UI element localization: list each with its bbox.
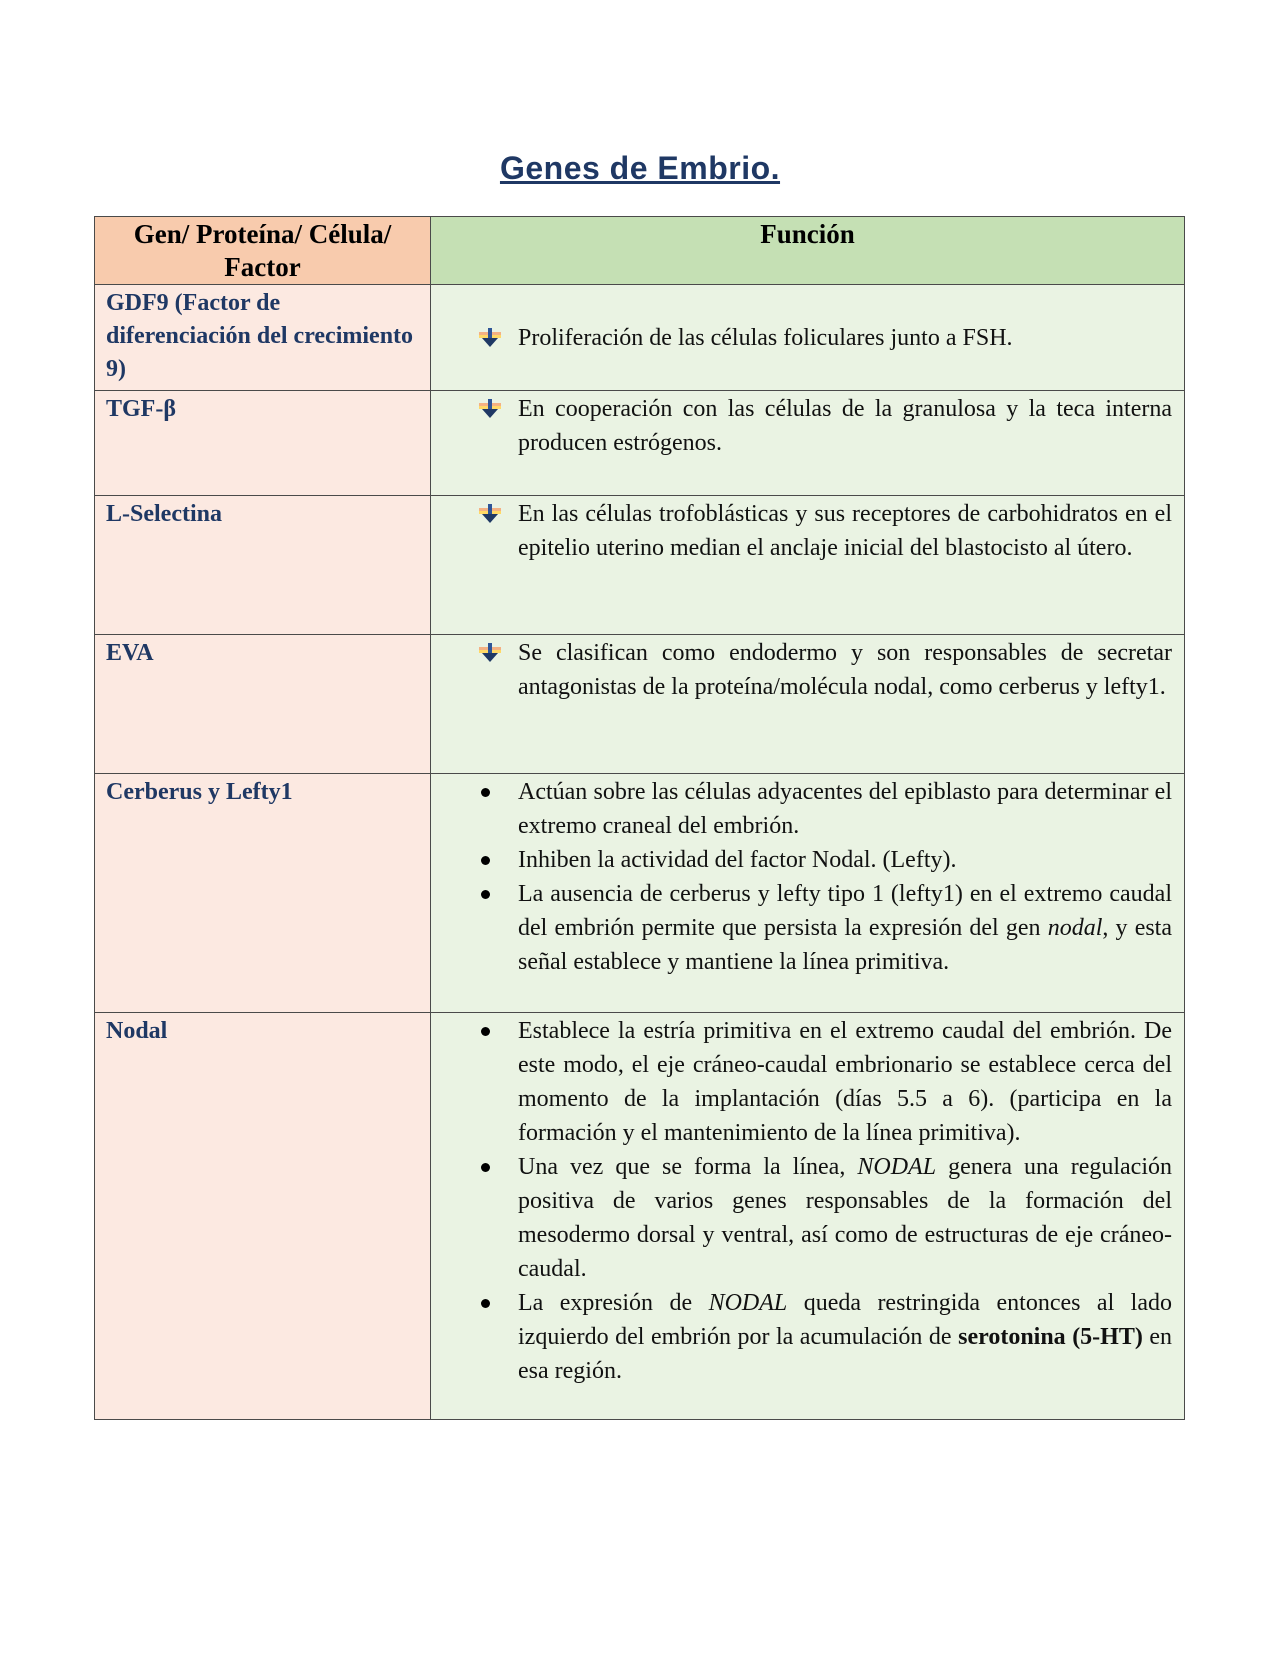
table-row	[95, 496, 1185, 635]
function-text: En cooperación con las células de la granulosa y la teca interna producen estrógenos.	[518, 396, 1172, 456]
function-text-italic: NODAL	[708, 1290, 788, 1316]
table-row	[95, 285, 1185, 391]
function-cell	[431, 1013, 1185, 1420]
function-text-bold: serotonina (5-HT)	[958, 1324, 1143, 1350]
table-row	[95, 1013, 1185, 1420]
function-text: Inhiben la actividad del factor Nodal. (Lefty).	[518, 847, 957, 873]
list-item	[431, 1150, 1172, 1286]
function-text: Establece la estría primitiva en el extremo caudal del embrión. De este modo, el eje cráneo-caudal embrionario se establece cerca del momento de la implantación (días 5.5 a 6). (participa en la formación y el mantenimiento de la línea primitiva).	[518, 1018, 1172, 1146]
function-text-italic: NODAL	[857, 1154, 937, 1180]
dot-bullet-icon	[481, 788, 490, 797]
function-text-after: en esa región.	[518, 1324, 1173, 1384]
list-item	[431, 321, 1172, 355]
gene-name: L-Selectina	[95, 496, 431, 635]
arrow-bullet-icon	[477, 497, 501, 531]
gene-name: EVA	[95, 635, 431, 774]
list-item	[431, 392, 1172, 460]
dot-bullet-icon	[481, 1163, 490, 1172]
dot-bullet-icon	[481, 856, 490, 865]
table-header-row	[95, 217, 1185, 285]
gene-name: GDF9 (Factor de diferenciación del crecimiento 9)	[95, 285, 431, 391]
genes-table	[94, 216, 1185, 1420]
function-text-before: La ausencia de cerberus y lefty tipo 1 (lefty1) en el extremo caudal del embrión permite que persista la expresión del gen	[518, 881, 1172, 941]
function-text-middle: queda restringida entonces al lado izquierdo del embrión por la acumulación de	[518, 1290, 1172, 1350]
function-text-after: genera una regulación positiva de varios genes responsables de la formación del mesodermo dorsal y ventral, así como de estructuras de eje cráneo-caudal.	[518, 1154, 1172, 1282]
function-list	[431, 775, 1184, 979]
arrow-bullet-icon	[477, 636, 501, 670]
table-row	[95, 774, 1185, 1013]
list-item	[431, 1014, 1172, 1150]
header-gene: Gen/ Proteína/ Célula/ Factor	[95, 217, 431, 285]
function-text-after: , y esta señal establece y mantiene la línea primitiva.	[518, 915, 1173, 975]
list-item	[431, 497, 1172, 565]
table-row	[95, 635, 1185, 774]
function-cell	[431, 285, 1185, 391]
function-list	[431, 1014, 1184, 1388]
dot-bullet-icon	[481, 1299, 490, 1308]
function-list	[431, 497, 1184, 565]
header-function: Función	[431, 217, 1185, 285]
function-list	[431, 636, 1184, 704]
function-cell	[431, 635, 1185, 774]
function-text-before: La expresión de	[518, 1290, 709, 1316]
arrow-bullet-icon	[477, 392, 501, 426]
table-row	[95, 391, 1185, 496]
document-title: Genes de Embrio.	[499, 150, 781, 186]
function-text: Actúan sobre las células adyacentes del epiblasto para determinar el extremo craneal del embrión.	[518, 779, 1172, 839]
list-item	[431, 877, 1172, 979]
function-list	[431, 392, 1184, 460]
function-cell	[431, 774, 1185, 1013]
dot-bullet-icon	[481, 890, 490, 899]
list-item	[431, 775, 1172, 843]
function-text: Se clasifican como endodermo y son responsables de secretar antagonistas de la proteína/molécula nodal, como cerberus y lefty1.	[518, 640, 1172, 700]
list-item	[431, 1286, 1172, 1388]
function-list	[431, 321, 1184, 355]
function-text-italic: nodal	[1047, 915, 1103, 941]
gene-name: TGF-β	[95, 391, 431, 496]
title-wrapper	[0, 150, 1280, 187]
function-cell	[431, 496, 1185, 635]
function-text: En las células trofoblásticas y sus receptores de carbohidratos en el epitelio uterino median el anclaje inicial del blastocisto al útero.	[518, 501, 1172, 561]
gene-name: Cerberus y Lefty1	[95, 774, 431, 1013]
function-text-before: Una vez que se forma la línea,	[518, 1154, 858, 1180]
list-item	[431, 843, 1172, 877]
function-text: Proliferación de las células foliculares junto a FSH.	[518, 324, 1013, 351]
arrow-bullet-icon	[477, 321, 501, 355]
dot-bullet-icon	[481, 1027, 490, 1036]
function-cell	[431, 391, 1185, 496]
gene-name: Nodal	[95, 1013, 431, 1420]
list-item	[431, 636, 1172, 704]
